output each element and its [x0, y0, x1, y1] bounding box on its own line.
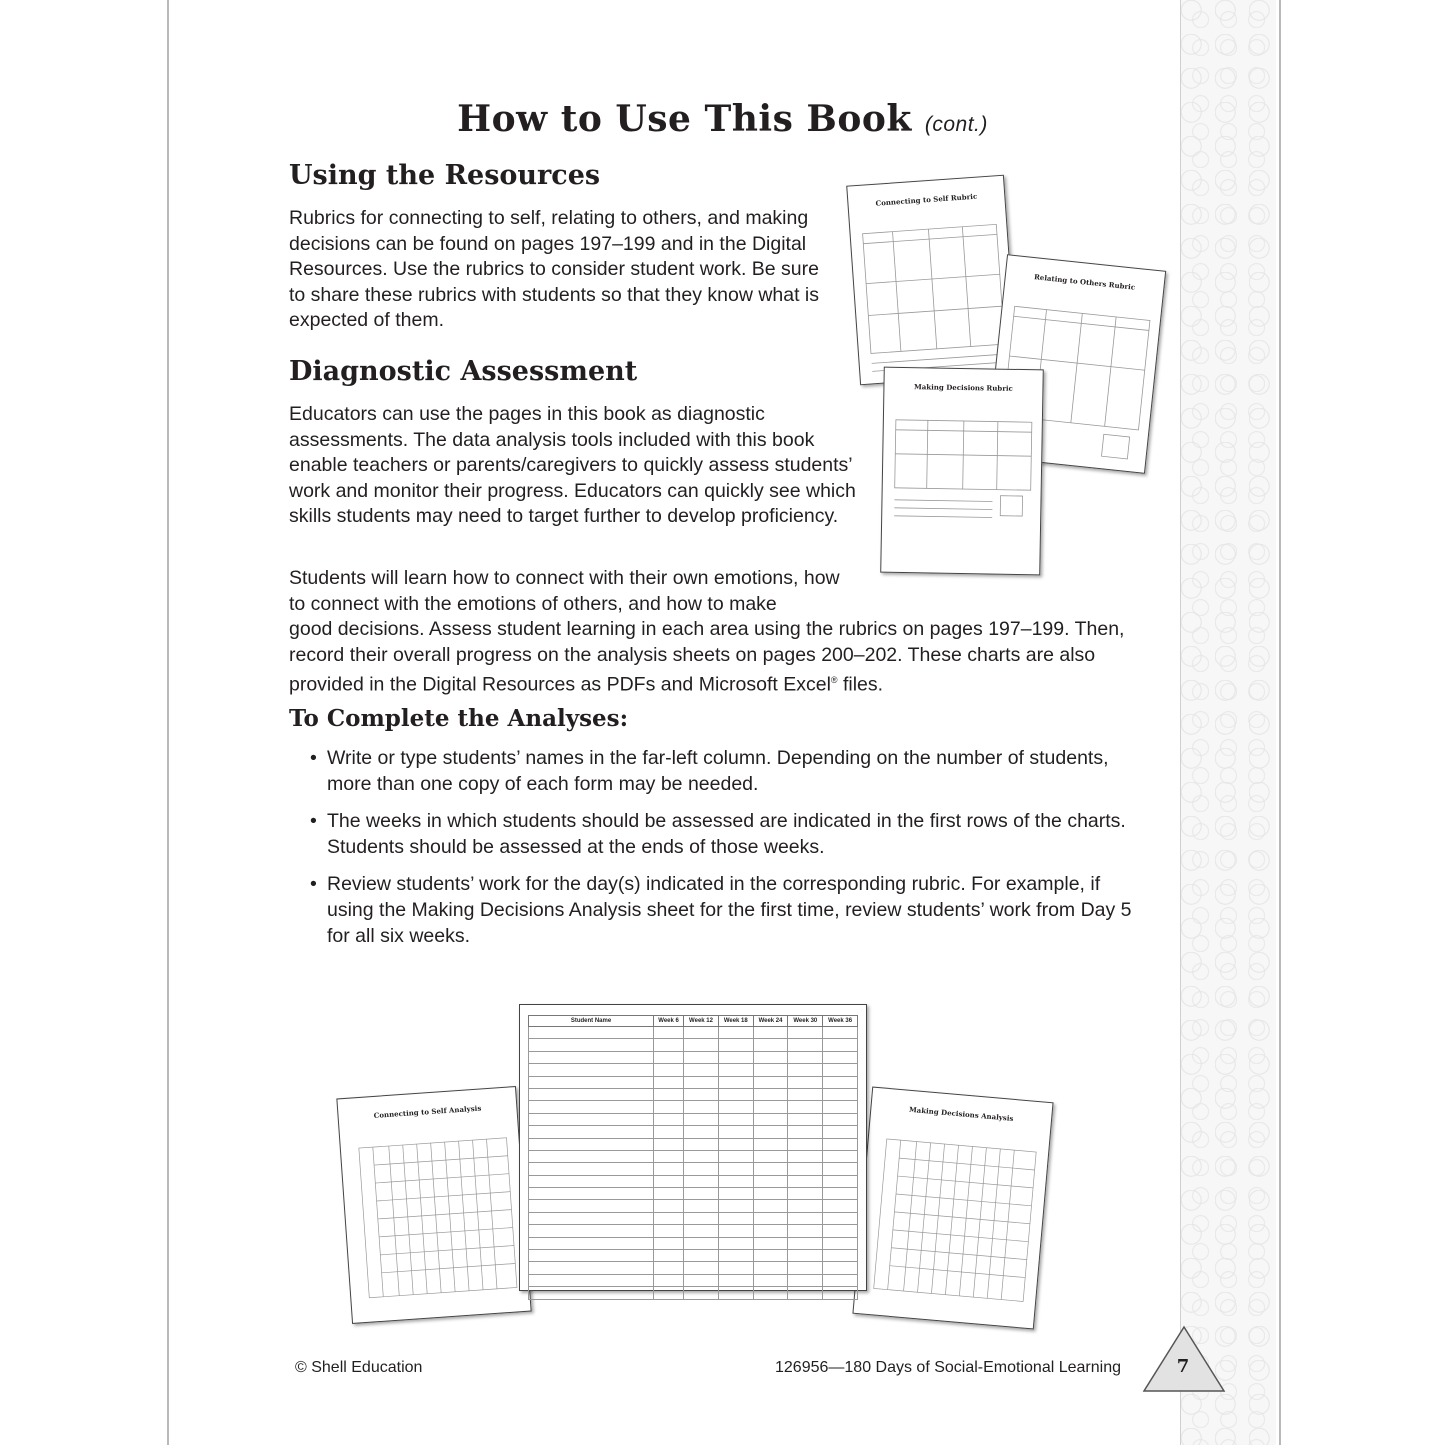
student-weeks-table: [528, 1015, 858, 1300]
table-cell: [753, 1200, 788, 1212]
table-cell: [823, 1064, 858, 1076]
table-header: Week 6: [654, 1016, 684, 1027]
table-cell: [823, 1113, 858, 1125]
table-cell: [788, 1163, 823, 1175]
table-cell: [788, 1076, 823, 1088]
table-cell: [753, 1250, 788, 1262]
table-body: [529, 1027, 858, 1300]
table-cell: [788, 1274, 823, 1286]
table-row: [529, 1039, 858, 1051]
table-cell: [788, 1188, 823, 1200]
thumbnail-title: Connecting to Self Rubric: [875, 191, 978, 208]
table-cell: [529, 1274, 654, 1286]
table-cell: [753, 1287, 788, 1299]
table-row: [529, 1126, 858, 1138]
table-cell: [823, 1200, 858, 1212]
table-cell: [529, 1113, 654, 1125]
table-header: Week 18: [718, 1016, 753, 1027]
table-cell: [718, 1126, 753, 1138]
table-cell: [654, 1076, 684, 1088]
table-cell: [529, 1163, 654, 1175]
table-cell: [529, 1212, 654, 1224]
table-row: [529, 1027, 858, 1039]
footer-book-info: 126956—180 Days of Social-Emotional Learning: [775, 1359, 1121, 1376]
table-cell: [654, 1138, 684, 1150]
table-cell: [684, 1064, 719, 1076]
table-cell: [823, 1076, 858, 1088]
table-cell: [684, 1088, 719, 1100]
table-cell: [684, 1138, 719, 1150]
table-cell: [753, 1076, 788, 1088]
table-cell: [753, 1150, 788, 1162]
table-cell: [654, 1064, 684, 1076]
rubric-thumbnail-self: [846, 175, 1018, 386]
decorative-margin-pattern: [1180, 0, 1276, 1445]
table-row: [529, 1076, 858, 1088]
heading-diagnostic-assessment: Diagnostic Assessment: [289, 356, 638, 387]
table-cell: [823, 1237, 858, 1249]
rubric-thumbnail-decisions: [880, 367, 1044, 576]
table-cell: [529, 1250, 654, 1262]
table-cell: [529, 1051, 654, 1063]
table-cell: [753, 1262, 788, 1274]
table-cell: [654, 1250, 684, 1262]
list-item: • Review students’ work for the day(s) indicated in the corresponding rubric. For example, if using the Making Decisions Analysis sheet for the first time, review students’ work from Day 5 for all six weeks.: [310, 873, 1132, 947]
thumbnail-title: Relating to Others Rubric: [1033, 272, 1136, 292]
table-cell: [654, 1113, 684, 1125]
table-row: [529, 1150, 858, 1162]
table-cell: [654, 1237, 684, 1249]
table-cell: [753, 1027, 788, 1039]
table-row: [529, 1051, 858, 1063]
page-title: How to Use This Book (cont.): [457, 98, 988, 140]
table-cell: [529, 1076, 654, 1088]
table-cell: [654, 1027, 684, 1039]
analysis-grid: [853, 1088, 1052, 1329]
table-cell: [788, 1064, 823, 1076]
table-cell: [684, 1175, 719, 1187]
table-cell: [753, 1237, 788, 1249]
table-row: [529, 1237, 858, 1249]
table-row: [529, 1175, 858, 1187]
table-cell: [788, 1225, 823, 1237]
table-cell: [718, 1262, 753, 1274]
table-cell: [823, 1163, 858, 1175]
table-cell: [654, 1175, 684, 1187]
table-row: [529, 1274, 858, 1286]
table-cell: [529, 1039, 654, 1051]
table-row: [529, 1212, 858, 1224]
diagnostic-paragraph: Educators can use the pages in this book as diagnostic assessments. The data analysis tools included with this book enable teachers or parents/caregivers to quickly assess students’ work and monitor their progress. Educators can quickly see which skills students may need to target further to develop proficiency.: [289, 403, 856, 528]
table-cell: [788, 1039, 823, 1051]
table-cell: [823, 1262, 858, 1274]
rubric-grid: [881, 368, 1043, 575]
table-cell: [718, 1027, 753, 1039]
table-cell: [529, 1138, 654, 1150]
analysis-thumbnail-self: [336, 1086, 531, 1324]
table-cell: [718, 1051, 753, 1063]
table-cell: [718, 1274, 753, 1286]
table-cell: [753, 1274, 788, 1286]
analysis-thumbnail-decisions: [852, 1087, 1053, 1330]
table-cell: [684, 1126, 719, 1138]
table-cell: [529, 1200, 654, 1212]
table-cell: [529, 1150, 654, 1162]
list-item: • Write or type students’ names in the far-left column. Depending on the number of students, more than one copy of each form may be needed.: [310, 747, 1109, 795]
table-cell: [788, 1175, 823, 1187]
table-cell: [684, 1051, 719, 1063]
table-cell: [654, 1225, 684, 1237]
bullet-icon: •: [310, 747, 317, 769]
table-cell: [684, 1027, 719, 1039]
table-row: [529, 1101, 858, 1113]
diagnostic-paragraph-2a: Students will learn how to connect with their own emotions, how to connect with the emotions of others, and how to make: [289, 567, 840, 615]
bullet-icon: •: [310, 873, 317, 895]
table-cell: [654, 1101, 684, 1113]
table-cell: [823, 1225, 858, 1237]
table-cell: [718, 1237, 753, 1249]
table-row: [529, 1225, 858, 1237]
table-cell: [684, 1287, 719, 1299]
table-cell: [823, 1126, 858, 1138]
table-cell: [823, 1039, 858, 1051]
heading-complete-analyses: To Complete the Analyses:: [289, 705, 629, 732]
table-header: Week 24: [753, 1016, 788, 1027]
table-row: [529, 1163, 858, 1175]
heading-using-resources: Using the Resources: [289, 160, 601, 191]
table-cell: [753, 1088, 788, 1100]
table-cell: [753, 1064, 788, 1076]
table-cell: [788, 1250, 823, 1262]
table-cell: [753, 1113, 788, 1125]
table-cell: [684, 1274, 719, 1286]
table-cell: [529, 1287, 654, 1299]
table-cell: [753, 1212, 788, 1224]
table-cell: [753, 1051, 788, 1063]
table-cell: [823, 1051, 858, 1063]
table-cell: [753, 1225, 788, 1237]
table-cell: [788, 1138, 823, 1150]
title-suffix: (cont.): [924, 113, 988, 136]
rubric-grid: [847, 176, 1016, 384]
table-cell: [684, 1113, 719, 1125]
table-cell: [684, 1262, 719, 1274]
table-cell: [823, 1212, 858, 1224]
table-cell: [654, 1150, 684, 1162]
analysis-grid: [337, 1087, 530, 1323]
table-cell: [788, 1262, 823, 1274]
table-cell: [753, 1138, 788, 1150]
table-cell: [718, 1076, 753, 1088]
table-cell: [718, 1101, 753, 1113]
table-cell: [823, 1088, 858, 1100]
table-cell: [684, 1188, 719, 1200]
table-cell: [823, 1027, 858, 1039]
table-header: Week 30: [788, 1016, 823, 1027]
table-cell: [684, 1150, 719, 1162]
diagnostic-paragraph-2b: good decisions. Assess student learning in each area using the rubrics on pages 197–199. Then, record their overall progress on the analysis sheets on pages 200–202. These charts are also provided in the Digital Resources as PDFs and Microsoft Excel® files.: [289, 618, 1125, 696]
table-cell: [718, 1200, 753, 1212]
table-cell: [529, 1237, 654, 1249]
table-row: [529, 1287, 858, 1299]
table-cell: [753, 1039, 788, 1051]
table-cell: [684, 1200, 719, 1212]
analyses-bullet-list: [308, 745, 1148, 960]
bullet-icon: •: [310, 810, 317, 832]
table-cell: [788, 1212, 823, 1224]
table-cell: [718, 1150, 753, 1162]
table-cell: [654, 1188, 684, 1200]
table-header: Student Name: [529, 1016, 654, 1027]
table-cell: [718, 1088, 753, 1100]
table-cell: [788, 1113, 823, 1125]
table-header: Week 12: [684, 1016, 719, 1027]
table-header: Week 36: [823, 1016, 858, 1027]
thumbnail-title: Making Decisions Analysis: [908, 1104, 1014, 1123]
table-cell: [684, 1163, 719, 1175]
analysis-table-thumbnail: [519, 1004, 867, 1291]
table-cell: [753, 1163, 788, 1175]
table-cell: [823, 1287, 858, 1299]
table-cell: [718, 1212, 753, 1224]
table-cell: [718, 1138, 753, 1150]
table-cell: [788, 1200, 823, 1212]
table-row: [529, 1138, 858, 1150]
table-cell: [788, 1101, 823, 1113]
table-cell: [654, 1163, 684, 1175]
table-cell: [718, 1250, 753, 1262]
table-cell: [529, 1088, 654, 1100]
thumbnail-title: Making Decisions Rubric: [913, 382, 1013, 393]
table-cell: [684, 1225, 719, 1237]
table-cell: [654, 1039, 684, 1051]
table-cell: [823, 1150, 858, 1162]
table-row: [529, 1188, 858, 1200]
table-cell: [654, 1051, 684, 1063]
table-cell: [718, 1113, 753, 1125]
table-cell: [654, 1088, 684, 1100]
table-cell: [718, 1225, 753, 1237]
table-cell: [718, 1188, 753, 1200]
footer-copyright: © Shell Education: [295, 1359, 423, 1376]
table-cell: [654, 1200, 684, 1212]
table-cell: [788, 1088, 823, 1100]
table-cell: [529, 1126, 654, 1138]
table-cell: [654, 1287, 684, 1299]
table-cell: [684, 1039, 719, 1051]
table-cell: [788, 1027, 823, 1039]
table-cell: [654, 1262, 684, 1274]
thumbnail-title: Connecting to Self Analysis: [373, 1103, 482, 1120]
table-row: [529, 1113, 858, 1125]
table-cell: [684, 1237, 719, 1249]
table-cell: [718, 1287, 753, 1299]
table-cell: [823, 1188, 858, 1200]
table-cell: [823, 1274, 858, 1286]
table-cell: [529, 1064, 654, 1076]
table-cell: [654, 1212, 684, 1224]
table-cell: [718, 1175, 753, 1187]
table-cell: [529, 1225, 654, 1237]
table-cell: [788, 1237, 823, 1249]
table-cell: [654, 1126, 684, 1138]
table-cell: [788, 1150, 823, 1162]
table-cell: [529, 1188, 654, 1200]
table-cell: [684, 1250, 719, 1262]
table-cell: [684, 1212, 719, 1224]
table-cell: [753, 1188, 788, 1200]
table-cell: [823, 1250, 858, 1262]
table-cell: [529, 1262, 654, 1274]
table-cell: [753, 1101, 788, 1113]
table-row: [529, 1262, 858, 1274]
table-cell: [788, 1051, 823, 1063]
list-item: • The weeks in which students should be assessed are indicated in the first rows of the charts. Students should be assessed at the ends of those weeks.: [310, 810, 1126, 858]
table-row: [529, 1250, 858, 1262]
page-number: 7: [1176, 1356, 1190, 1377]
table-cell: [684, 1101, 719, 1113]
table-cell: [788, 1126, 823, 1138]
table-cell: [718, 1163, 753, 1175]
table-cell: [529, 1027, 654, 1039]
resources-paragraph: Rubrics for connecting to self, relating to others, and making decisions can be found on pages 197–199 and in the Digital Resources. Use the rubrics to consider student work. Be sure to share these rubrics with students so that they know what is expected of them.: [289, 207, 820, 332]
table-cell: [529, 1101, 654, 1113]
table-row: [529, 1064, 858, 1076]
table-cell: [753, 1126, 788, 1138]
table-row: [529, 1200, 858, 1212]
table-cell: [718, 1039, 753, 1051]
table-cell: [823, 1175, 858, 1187]
table-cell: [529, 1175, 654, 1187]
table-cell: [718, 1064, 753, 1076]
table-cell: [788, 1287, 823, 1299]
table-cell: [753, 1175, 788, 1187]
table-row: [529, 1088, 858, 1100]
table-cell: [684, 1076, 719, 1088]
table-cell: [823, 1101, 858, 1113]
table-cell: [823, 1138, 858, 1150]
table-cell: [654, 1274, 684, 1286]
